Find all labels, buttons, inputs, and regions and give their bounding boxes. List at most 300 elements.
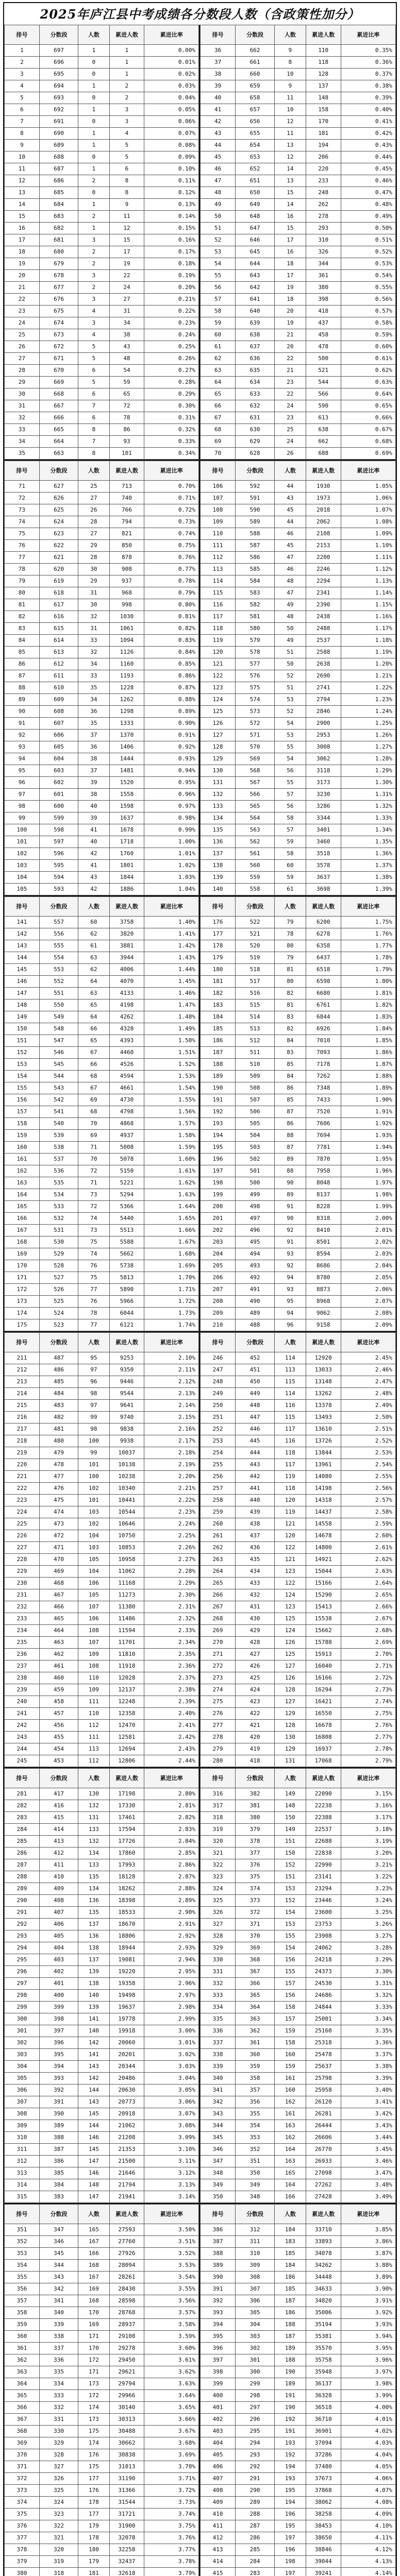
cell-percent: 1.75% — [341, 917, 395, 928]
table-row — [201, 1189, 396, 1201]
cell-percent: 3.28% — [341, 1942, 395, 1954]
cell-cumulative: 766 — [109, 504, 144, 516]
cell-count: 174 — [78, 2437, 109, 2449]
table-row — [201, 2073, 396, 2084]
cell-score: 525 — [39, 1296, 78, 1308]
table-row — [201, 1554, 396, 1566]
table-row — [201, 1871, 396, 1883]
cell-count: 113 — [275, 1364, 306, 1376]
cell-cumulative: 26444 — [306, 2120, 341, 2132]
cell-count: 124 — [275, 1589, 306, 1601]
cell-score: 421 — [236, 1720, 275, 1732]
cell-score: 419 — [236, 1743, 275, 1755]
cell-rank: 64 — [201, 377, 236, 388]
table-row — [5, 528, 199, 540]
cell-cumulative: 14558 — [306, 1518, 341, 1530]
cell-rank: 126 — [201, 718, 236, 730]
cell-cumulative: 24218 — [306, 1954, 341, 1966]
cell-cumulative: 22238 — [306, 1800, 341, 1812]
cell-rank: 198 — [201, 1177, 236, 1189]
table-row — [5, 2449, 199, 2461]
cell-rank: 90 — [5, 706, 40, 718]
cell-count: 40 — [78, 836, 109, 848]
table-row — [201, 481, 396, 493]
cell-cumulative: 23600 — [306, 1907, 341, 1919]
cell-percent: 0.97% — [144, 801, 199, 812]
cell-score: 602 — [39, 777, 78, 789]
table-row — [5, 2461, 199, 2473]
cell-score: 442 — [236, 1471, 275, 1483]
cell-cumulative: 908 — [109, 564, 144, 575]
cell-rank: 324 — [201, 1883, 236, 1895]
cell-score: 608 — [39, 706, 78, 718]
table-row — [5, 1142, 199, 1154]
table-row — [5, 836, 199, 848]
cell-score: 429 — [236, 1625, 275, 1637]
cell-cumulative: 8968 — [306, 1296, 341, 1308]
cell-count: 1 — [78, 80, 109, 92]
cell-rank: 197 — [201, 1165, 236, 1177]
cell-score: 345 — [39, 2248, 78, 2260]
cell-count: 187 — [275, 2331, 306, 2343]
table-row — [201, 1308, 396, 1319]
cell-score: 565 — [236, 801, 275, 812]
cell-rank: 203 — [201, 1236, 236, 1248]
cell-count: 126 — [275, 1672, 306, 1684]
cell-score: 618 — [39, 587, 78, 599]
cell-score: 440 — [236, 1495, 275, 1506]
cell-score: 303 — [236, 2331, 275, 2343]
table-row — [201, 1177, 396, 1189]
cell-cumulative: 10646 — [109, 1518, 144, 1530]
table-row — [201, 140, 396, 151]
cell-cumulative: 968 — [109, 587, 144, 599]
cell-rank: 208 — [201, 1296, 236, 1308]
table-row — [201, 1400, 396, 1412]
cell-percent: 3.95% — [341, 2343, 395, 2354]
cell-percent: 0.68% — [341, 436, 395, 448]
table-row — [201, 294, 396, 306]
table-column-left — [4, 461, 200, 895]
cell-rank: 59 — [201, 317, 236, 329]
table-row — [201, 730, 396, 741]
cell-count: 173 — [78, 2378, 109, 2390]
cell-rank: 20 — [5, 270, 40, 282]
cell-score: 615 — [39, 623, 78, 635]
cell-count: 97 — [78, 1400, 109, 1412]
cell-rank: 107 — [201, 493, 236, 504]
cell-rank: 299 — [5, 2002, 40, 2013]
table-row — [5, 2144, 199, 2156]
cell-percent: 2.28% — [144, 1566, 199, 1578]
cell-score: 425 — [236, 1672, 275, 1684]
cell-percent: 1.44% — [144, 964, 199, 976]
table-row — [5, 682, 199, 694]
cell-score: 533 — [39, 1201, 78, 1213]
table-block — [3, 1768, 397, 2204]
cell-cumulative: 14437 — [306, 1506, 341, 1518]
cell-percent: 2.76% — [341, 1720, 395, 1732]
table-row — [201, 2497, 396, 2509]
table-row — [5, 1248, 199, 1260]
cell-cumulative: 35948 — [306, 2366, 341, 2378]
cell-percent: 0.90% — [144, 718, 199, 730]
cell-count: 41 — [78, 860, 109, 872]
cell-cumulative: 38846 — [306, 2544, 341, 2556]
cell-cumulative: 1444 — [109, 753, 144, 765]
cell-rank: 110 — [201, 528, 236, 540]
cell-count: 59 — [275, 836, 306, 848]
cell-rank: 21 — [5, 282, 40, 294]
table-row — [201, 1684, 396, 1696]
cell-rank: 114 — [201, 575, 236, 587]
cell-count: 38 — [78, 789, 109, 801]
cell-count: 114 — [275, 1388, 306, 1400]
table-row — [201, 812, 396, 824]
cell-percent: 0.33% — [144, 436, 199, 448]
cell-score: 528 — [39, 1260, 78, 1272]
cell-count: 128 — [275, 1684, 306, 1696]
cell-score: 422 — [236, 1708, 275, 1720]
cell-rank: 295 — [5, 1954, 40, 1966]
cell-cumulative: 194 — [306, 140, 341, 151]
cell-score: 482 — [39, 1412, 78, 1423]
cell-score: 640 — [236, 306, 275, 317]
table-row — [5, 187, 199, 199]
table-column-left — [4, 896, 200, 1331]
table-row — [5, 988, 199, 999]
cell-percent: 2.97% — [144, 1990, 199, 2002]
cell-percent: 3.35% — [341, 2025, 395, 2037]
cell-cumulative: 28768 — [109, 2307, 144, 2319]
cell-count: 131 — [275, 1755, 306, 1767]
cell-count: 21 — [275, 365, 306, 377]
table-row — [201, 1930, 396, 1942]
cell-cumulative: 29966 — [109, 2390, 144, 2402]
table-row — [5, 1506, 199, 1518]
cell-percent: 3.52% — [144, 2248, 199, 2260]
cell-rank: 93 — [5, 741, 40, 753]
cell-rank: 146 — [5, 976, 40, 988]
cell-score: 507 — [236, 1094, 275, 1106]
table-row — [5, 1660, 199, 1672]
cell-score: 559 — [236, 872, 275, 884]
cell-rank: 116 — [201, 599, 236, 611]
cell-count: 174 — [78, 2402, 109, 2414]
cell-score: 385 — [39, 2167, 78, 2179]
cell-cumulative: 33710 — [306, 2224, 341, 2236]
cell-count: 84 — [275, 1035, 306, 1047]
cell-percent: 3.67% — [144, 2426, 199, 2437]
cell-count: 154 — [275, 1942, 306, 1954]
cell-percent: 0.54% — [341, 270, 395, 282]
cell-count: 127 — [275, 1696, 306, 1708]
table-row — [5, 341, 199, 353]
cell-count: 159 — [275, 2025, 306, 2037]
cell-percent: 2.62% — [341, 1554, 395, 1566]
cell-percent: 1.06% — [341, 493, 395, 504]
cell-score: 603 — [39, 765, 78, 777]
cell-cumulative: 14678 — [306, 1530, 341, 1542]
table-row — [5, 2096, 199, 2108]
cell-score: 401 — [39, 1978, 78, 1990]
cell-percent: 2.25% — [144, 1530, 199, 1542]
cell-count: 16 — [275, 211, 306, 223]
cell-score: 325 — [39, 2485, 78, 2497]
cell-rank: 75 — [5, 528, 40, 540]
cell-count: 93 — [275, 1248, 306, 1260]
cell-rank: 375 — [5, 2509, 40, 2520]
cell-count: 31 — [78, 623, 109, 635]
cell-count: 94 — [275, 1272, 306, 1284]
cell-count: 198 — [275, 2556, 306, 2568]
cell-cumulative: 3118 — [306, 765, 341, 777]
table-row — [201, 2061, 396, 2073]
cell-percent: 2.80% — [144, 1788, 199, 1800]
table-column-right — [200, 2204, 396, 2576]
cell-count: 42 — [78, 884, 109, 895]
cell-percent: 0.24% — [144, 329, 199, 341]
cell-rank: 23 — [5, 306, 40, 317]
cell-cumulative: 1228 — [109, 682, 144, 694]
cell-count: 106 — [78, 1613, 109, 1625]
table-row — [201, 1423, 396, 1435]
table-row — [201, 1812, 396, 1824]
column-header-cumulative: 累进人数 — [306, 1769, 341, 1788]
cell-rank: 410 — [201, 2509, 236, 2520]
cell-count: 6 — [78, 365, 109, 377]
cell-count: 74 — [78, 1248, 109, 1260]
cell-count: 6 — [78, 388, 109, 400]
cell-rank: 253 — [201, 1435, 236, 1447]
cell-score: 676 — [39, 294, 78, 306]
cell-count: 139 — [78, 1966, 109, 1978]
cell-cumulative: 21208 — [109, 2132, 144, 2144]
cell-rank: 364 — [5, 2378, 40, 2390]
cell-cumulative: 10238 — [109, 1471, 144, 1483]
cell-percent: 3.48% — [341, 2179, 395, 2191]
cell-count: 119 — [275, 1471, 306, 1483]
cell-score: 404 — [39, 1942, 78, 1954]
cell-count: 144 — [78, 2084, 109, 2096]
table-row — [5, 940, 199, 952]
cell-percent: 3.78% — [144, 2556, 199, 2568]
cell-cumulative: 5008 — [109, 1142, 144, 1154]
cell-percent: 1.62% — [144, 1177, 199, 1189]
cell-cumulative: 7781 — [306, 1142, 341, 1154]
cell-score: 324 — [39, 2497, 78, 2509]
cell-percent: 3.37% — [341, 2049, 395, 2061]
cell-score: 328 — [39, 2449, 78, 2461]
cell-count: 183 — [275, 2236, 306, 2248]
cell-score: 460 — [39, 1672, 78, 1684]
cell-rank: 330 — [201, 1954, 236, 1966]
cell-percent: 0.79% — [144, 587, 199, 599]
cell-count: 32 — [78, 611, 109, 623]
cell-cumulative: 16808 — [306, 1732, 341, 1743]
cell-cumulative: 22388 — [306, 1812, 341, 1824]
cell-count: 62 — [78, 928, 109, 940]
cell-rank: 117 — [201, 611, 236, 623]
cell-percent: 1.58% — [144, 1130, 199, 1142]
cell-rank: 40 — [201, 92, 236, 104]
cell-count: 195 — [275, 2485, 306, 2497]
cell-rank: 389 — [201, 2260, 236, 2272]
table-row — [201, 753, 396, 765]
cell-percent: 1.11% — [341, 552, 395, 564]
cell-count: 30 — [78, 564, 109, 575]
cell-percent: 1.74% — [144, 1319, 199, 1331]
cell-rank: 241 — [5, 1708, 40, 1720]
cell-count: 34 — [78, 658, 109, 670]
cell-rank: 346 — [201, 2144, 236, 2156]
cell-cumulative: 3230 — [306, 789, 341, 801]
table-row — [201, 2319, 396, 2331]
cell-cumulative: 17594 — [109, 1824, 144, 1836]
cell-rank: 204 — [201, 1248, 236, 1260]
cell-score: 674 — [39, 317, 78, 329]
table-row — [5, 163, 199, 175]
cell-count: 5 — [78, 341, 109, 353]
cell-score: 651 — [236, 175, 275, 187]
table-row — [201, 1613, 396, 1625]
cell-score: 410 — [39, 1871, 78, 1883]
table-row — [5, 1684, 199, 1696]
table-row — [201, 2509, 396, 2520]
cell-rank: 48 — [201, 187, 236, 199]
cell-cumulative: 19081 — [109, 1954, 144, 1966]
cell-percent: 1.61% — [144, 1165, 199, 1177]
cell-percent: 1.47% — [144, 999, 199, 1011]
cell-cumulative: 10340 — [109, 1483, 144, 1495]
cell-score: 609 — [39, 694, 78, 706]
cell-score: 512 — [236, 1035, 275, 1047]
cell-cumulative: 6518 — [306, 964, 341, 976]
cell-count: 189 — [275, 2378, 306, 2390]
cell-count: 23 — [275, 377, 306, 388]
cell-percent: 0.72% — [144, 504, 199, 516]
cell-rank: 267 — [201, 1601, 236, 1613]
cell-count: 10 — [275, 104, 306, 116]
table-column-left — [4, 25, 200, 460]
cell-count: 8 — [78, 448, 109, 460]
cell-cumulative: 344 — [306, 258, 341, 270]
cell-score: 319 — [39, 2556, 78, 2568]
cell-cumulative: 437 — [306, 317, 341, 329]
cell-percent: 3.75% — [144, 2520, 199, 2532]
table-row — [5, 1225, 199, 1236]
cell-count: 153 — [275, 1883, 306, 1895]
cell-score: 511 — [236, 1047, 275, 1059]
cell-cumulative: 29108 — [109, 2331, 144, 2343]
cell-score: 293 — [236, 2449, 275, 2461]
cell-count: 148 — [275, 1800, 306, 1812]
cell-rank: 27 — [5, 353, 40, 365]
cell-percent: 3.33% — [341, 2002, 395, 2013]
cell-percent: 3.13% — [144, 2179, 199, 2191]
table-row — [5, 1907, 199, 1919]
cell-percent: 1.90% — [341, 1094, 395, 1106]
table-row — [201, 211, 396, 223]
cell-cumulative: 9938 — [109, 1435, 144, 1447]
cell-rank: 149 — [5, 1011, 40, 1023]
table-row — [201, 365, 396, 377]
cell-score: 481 — [39, 1423, 78, 1435]
table-row — [5, 2248, 199, 2260]
cell-percent: 1.22% — [341, 682, 395, 694]
cell-score: 466 — [39, 1601, 78, 1613]
cell-percent: 0.34% — [144, 448, 199, 460]
cell-rank: 33 — [5, 424, 40, 436]
cell-score: 322 — [39, 2520, 78, 2532]
cell-count: 147 — [78, 2156, 109, 2167]
cell-score: 617 — [39, 599, 78, 611]
cell-rank: 277 — [201, 1720, 236, 1732]
cell-cumulative: 6437 — [306, 952, 341, 964]
cell-score: 355 — [236, 2108, 275, 2120]
cell-percent: 0.85% — [144, 658, 199, 670]
cell-rank: 137 — [201, 848, 236, 860]
cell-score: 340 — [39, 2307, 78, 2319]
cell-rank: 194 — [201, 1130, 236, 1142]
cell-score: 383 — [39, 2191, 78, 2203]
cell-count: 67 — [78, 1082, 109, 1094]
cell-rank: 254 — [201, 1447, 236, 1459]
cell-score: 681 — [39, 234, 78, 246]
cell-count: 170 — [78, 2343, 109, 2354]
cell-count: 27 — [78, 493, 109, 504]
cell-count: 92 — [275, 1225, 306, 1236]
table-row — [5, 1755, 199, 1767]
table-row — [5, 388, 199, 400]
cell-rank: 211 — [5, 1352, 40, 1364]
table-row — [201, 1118, 396, 1130]
cell-rank: 181 — [201, 976, 236, 988]
cell-rank: 270 — [201, 1637, 236, 1649]
cell-count: 76 — [78, 1260, 109, 1272]
cell-score: 561 — [236, 848, 275, 860]
cell-cumulative: 1844 — [109, 872, 144, 884]
cell-cumulative: 6200 — [306, 917, 341, 928]
cell-score: 583 — [236, 587, 275, 599]
cell-score: 447 — [236, 1412, 275, 1423]
cell-percent: 3.71% — [144, 2473, 199, 2485]
table-row — [5, 1352, 199, 1364]
table-row — [5, 2544, 199, 2556]
table-row — [201, 1106, 396, 1118]
cell-cumulative: 7870 — [306, 1154, 341, 1165]
table-row — [201, 976, 396, 988]
cell-score: 520 — [236, 940, 275, 952]
table-row — [5, 2013, 199, 2025]
cell-percent: 1.21% — [341, 670, 395, 682]
cell-rank: 144 — [5, 952, 40, 964]
cell-count: 42 — [78, 848, 109, 860]
table-row — [5, 246, 199, 258]
table-row — [201, 306, 396, 317]
cell-score: 555 — [39, 940, 78, 952]
cell-cumulative: 15413 — [306, 1601, 341, 1613]
cell-percent: 3.23% — [341, 1883, 395, 1895]
cell-count: 192 — [275, 2449, 306, 2461]
cell-cumulative: 23446 — [306, 1895, 341, 1907]
cell-rank: 305 — [5, 2073, 40, 2084]
cell-percent: 0.76% — [144, 552, 199, 564]
cell-cumulative: 19637 — [109, 2002, 144, 2013]
table-row — [5, 2532, 199, 2544]
cell-count: 167 — [78, 2272, 109, 2283]
cell-count: 124 — [275, 1625, 306, 1637]
